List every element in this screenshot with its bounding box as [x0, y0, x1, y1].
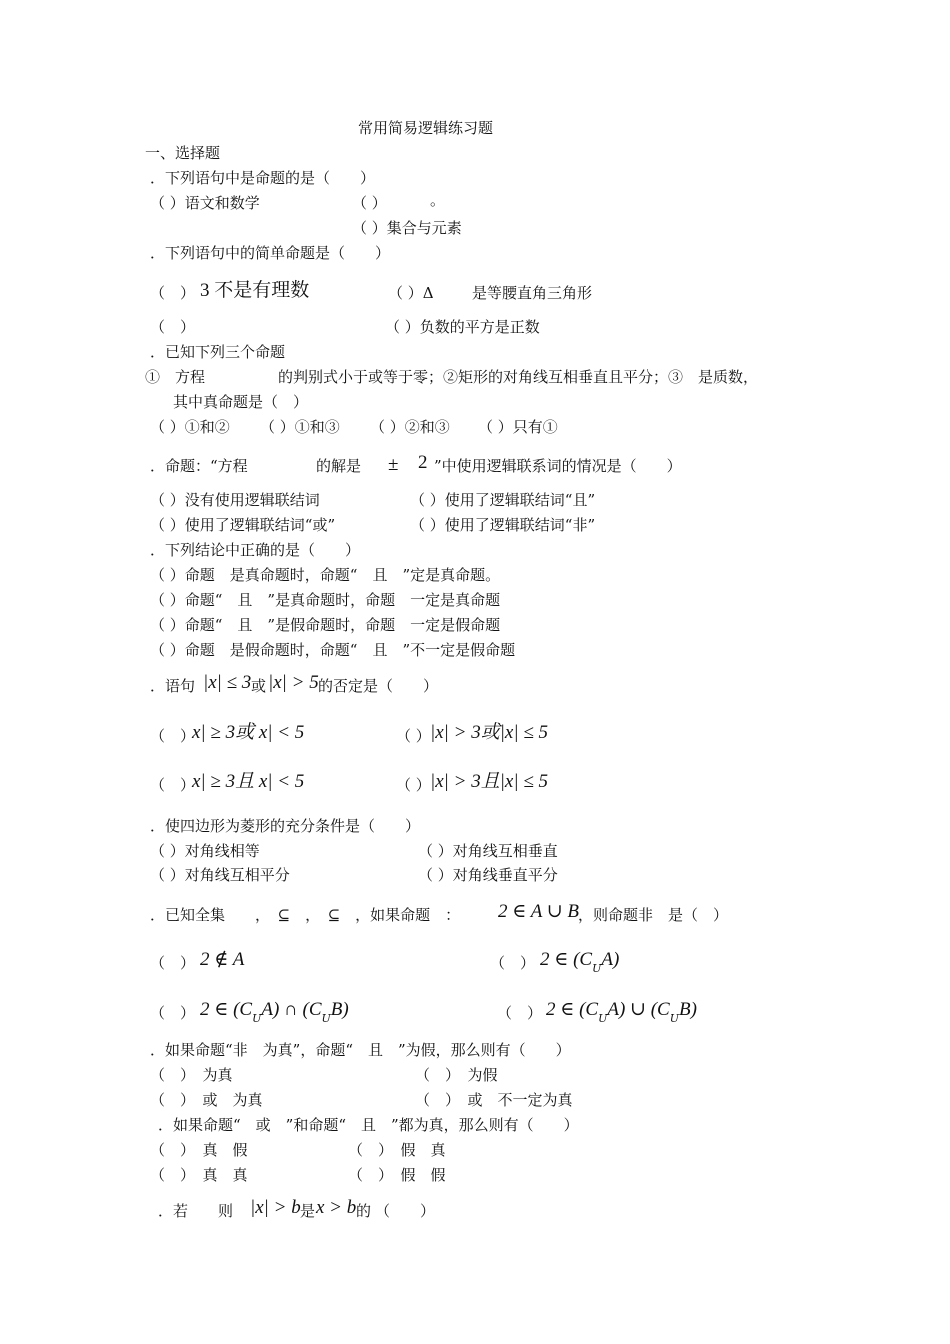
question-6-stem-b: 的否定是（ ） [318, 677, 439, 695]
q8-option-b: （ ） [490, 954, 536, 972]
question-9-stem: ．如果命题“非 为真”，命题“ 且 ”为假，那么则有（ ） [150, 1041, 571, 1059]
q2-option-d: （ ）负数的平方是正数 [385, 318, 540, 336]
q1-option-a: （ ）语文和数学 [150, 194, 260, 212]
q8-option-c: （ ） [150, 1004, 196, 1022]
question-3-stem: ．已知下列三个命题 [150, 343, 286, 361]
question-11-stem-de: 的 [356, 1202, 372, 1220]
q4-option-d: （ ）使用了逻辑联结词“非” [410, 516, 596, 534]
q3-option-c: （ ）②和③ [370, 418, 450, 436]
q10-option-b: （ ） 假 真 [348, 1141, 446, 1159]
q8-option-b-math: 2 ∈ $(C_UA)$ [540, 949, 620, 975]
q2-option-c: （ ） [150, 318, 196, 336]
q6-option-a: （ ） [150, 727, 196, 745]
q1-option-b: （ ） [352, 194, 387, 212]
q6-option-a-math: x| ≥ 3或 x| < 5 [192, 722, 305, 743]
question-5-stem: ．下列结论中正确的是（ ） [150, 541, 361, 559]
q7-option-c: （ ）对角线互相平分 [150, 866, 290, 884]
question-11-stem-a: ．若 则 [158, 1202, 234, 1220]
q7-option-d: （ ）对角线垂直平分 [418, 866, 558, 884]
q2-option-b: （ ）Δ [388, 284, 434, 302]
q9-option-d: （ ） 或 不一定为真 [415, 1091, 573, 1109]
question-4-stem-a: ．命题：“方程 [150, 457, 248, 475]
q9-option-c: （ ） 或 为真 [150, 1091, 263, 1109]
question-8-stem-a: ．已知全集 ， ⊆ ， ⊆ ，如果命题 ： [150, 906, 461, 924]
q3-body-2: 其中真命题是（ ） [173, 393, 309, 411]
question-6-math-1: |x| ≤ 3 [203, 672, 252, 693]
q4-option-c: （ ）使用了逻辑联结词“或” [150, 516, 336, 534]
q4-option-b: （ ）使用了逻辑联结词“且” [410, 491, 596, 509]
question-7-stem: ．使四边形为菱形的充分条件是（ ） [150, 817, 421, 835]
q8-option-a-math: 2 ∉ A [200, 949, 245, 970]
q6-option-d-math: |x| > 3且|x| ≤ 5 [430, 771, 549, 792]
q8-option-d-math: 2 ∈ $(C_UA)$ ∪ $(C_UB)$ [546, 999, 697, 1025]
question-11-math-1: |x| > b [250, 1197, 301, 1218]
q6-option-d: （ ） [396, 776, 431, 794]
q1-option-b-dot: 。 [430, 191, 446, 209]
question-4-stem-b: 的解是 [316, 457, 362, 475]
q2-option-b-text: 是等腰直角三角形 [472, 284, 593, 302]
q5-option-b: （ ）命题“ 且 ”是真命题时，命题 一定是真命题 [150, 591, 501, 609]
question-6-math-2: |x| > 5 [268, 672, 319, 693]
q5-option-a: （ ）命题 是真命题时，命题“ 且 ”定是真命题。 [150, 566, 501, 584]
section-heading: 一、选择题 [145, 144, 221, 162]
question-2-stem: ．下列语句中的简单命题是（ ） [150, 244, 391, 262]
q10-option-d: （ ） 假 假 [348, 1166, 446, 1184]
q4-option-a: （ ）没有使用逻辑联结词 [150, 491, 320, 509]
question-11-stem-paren: （ ） [375, 1202, 436, 1220]
question-4-stem-two: 2 [418, 452, 428, 473]
question-11-math-2: x > b [316, 1197, 357, 1218]
question-4-stem-c: ”中使用逻辑联系词的情况是（ ） [434, 457, 682, 475]
q2-option-a-text: 3 不是有理数 [200, 280, 310, 301]
q6-option-c: （ ） [150, 776, 196, 794]
q8-option-c-math: 2 ∈ $(C_UA)$ ∩ $(C_UB)$ [200, 999, 349, 1025]
q7-option-b: （ ）对角线互相垂直 [418, 842, 558, 860]
q3-option-a: （ ）①和② [150, 418, 230, 436]
q8-option-d: （ ） [497, 1004, 543, 1022]
q3-body-1b: 的判别式小于或等于零；②矩形的对角线互相垂直且平分；③ 是质数， [278, 368, 759, 386]
question-1-stem: ．下列语句中是命题的是（ ） [150, 169, 376, 187]
q7-option-a: （ ）对角线相等 [150, 842, 260, 860]
q2-option-a: （ ） [150, 284, 196, 302]
q5-option-c: （ ）命题“ 且 ”是假命题时，命题 一定是假命题 [150, 616, 501, 634]
q9-option-a: （ ） 为真 [150, 1066, 233, 1084]
q10-option-c: （ ） 真 真 [150, 1166, 248, 1184]
question-6-stem-or: 或 [251, 677, 267, 695]
q3-option-d: （ ）只有① [478, 418, 558, 436]
q10-option-a: （ ） 真 假 [150, 1141, 248, 1159]
q8-option-a: （ ） [150, 954, 196, 972]
question-8-math: 2 ∈ A ∪ B [498, 901, 580, 922]
question-11-stem-shi: 是 [300, 1202, 316, 1220]
q5-option-d: （ ）命题 是假命题时，命题“ 且 ”不一定是假命题 [150, 641, 516, 659]
page-title: 常用简易逻辑练习题 [358, 119, 494, 137]
q9-option-b: （ ） 为假 [415, 1066, 498, 1084]
q6-option-c-math: x| ≥ 3且 x| < 5 [192, 771, 305, 792]
q6-option-b-math: |x| > 3或|x| ≤ 5 [430, 722, 549, 743]
question-8-stem-b: ，则命题非 是（ ） [578, 906, 729, 924]
q3-body-1a: ① 方程 [145, 368, 206, 386]
question-6-stem-a: ．语句 [150, 677, 196, 695]
q1-option-d: （ ）集合与元素 [352, 219, 462, 237]
q3-option-b: （ ）①和③ [260, 418, 340, 436]
question-4-stem-pm: ± [388, 454, 399, 475]
question-10-stem: ．如果命题“ 或 ”和命题“ 且 ”都为真，那么则有（ ） [158, 1116, 579, 1134]
q6-option-b: （ ） [396, 727, 431, 745]
